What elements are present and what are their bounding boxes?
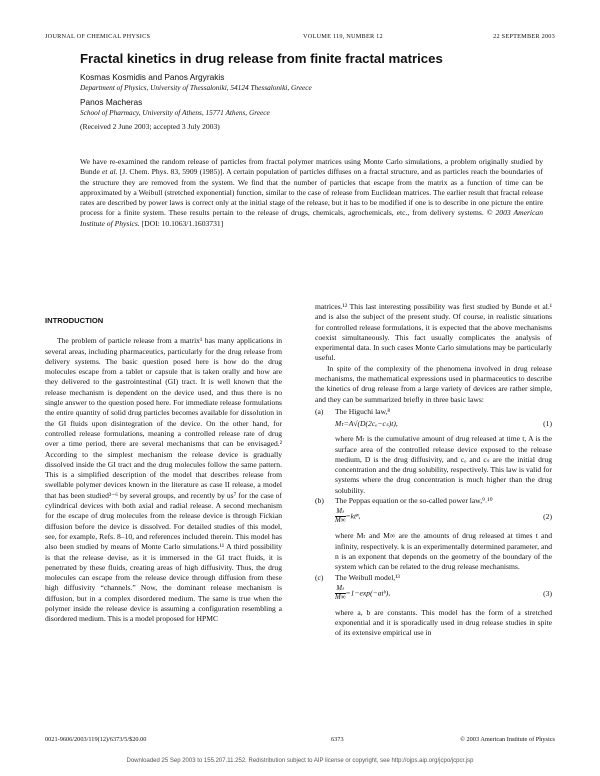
law-c-label: (c)	[315, 572, 324, 582]
download-notice: Downloaded 25 Sep 2003 to 155.207.11.252. Redistribution subject to AIP license or copyright, see http://ojps.aip.org/jcpo/jcpcr.jsp	[126, 758, 474, 764]
paper-title: Fractal kinetics in drug release from finite fractal matrices	[80, 51, 443, 66]
law-a-title: The Higuchi law,⁸	[335, 406, 391, 416]
abstract-text-2: [J. Chem. Phys. 83, 5909 (1985)]. A certain population of particles diffuses on a fractal structure, and as particles reach the boundaries of the structure they are removed from the system. We find that the number of particles that escape from the matrix as a function of time can be approximated by a Weibull (stretched exponential) function, similar to the case of release from Euclidean matrices. The earlier result that fractal release rates are described by power laws is correct only at the initial stage of the release, but it has to be modified if one is to describe in one picture the entire process for a finite system. These results pertain to the release of drugs, chemicals, agrochemicals, etc., from delivery systems. ©	[80, 167, 543, 218]
abstract-text-1: We have re-examined the random release of particles from fractal polymer matrices using Monte Carlo simulations, a problem originally studied by Bunde	[80, 157, 543, 177]
authors-group-1: Kosmas Kosmidis and Panos Argyrakis	[80, 72, 225, 82]
page-number: 6373	[331, 736, 344, 743]
footer-code: 0021-9606/2003/119(12)/6373/5/$20.00	[45, 736, 147, 743]
equation-1-number: (1)	[543, 419, 552, 429]
law-b	[315, 496, 552, 506]
law-b-label: (b)	[315, 496, 324, 506]
authors-group-2: Panos Macheras	[80, 97, 143, 107]
law-b-title: The Peppas equation or the so-called power law,⁹˒¹⁰	[335, 496, 493, 506]
equation-1-body: Mₜ=A√(D(2cₒ−cₛ)t),	[335, 419, 398, 429]
equation-2	[335, 508, 552, 528]
equation-2-number: (2)	[543, 512, 552, 522]
abstract-doi: [DOI: 10.1063/1.1603731]	[139, 218, 224, 228]
law-a-label: (a)	[315, 406, 324, 416]
intro-paragraph: The problem of particle release from a matrix¹ has many applications in several areas, including pharmaceutics, particularly for the drug release from delivery systems. The basic question posed here is how do the drug molecules escape from a tablet or capsule that is taken orally and how are they delivered to the gastrointestinal (GI) tract. It is well known that the release mechanism is dependent on the device used, and thus there is no single answer to the question posed here. For immediate release formulations the entire quantity of solid drug particles becomes available for dissolution in the GI fluids upon disintegration of the device. On the other hand, for controlled release formulations, meaning a controlled release rate of drug over a time period, there are several mechanisms that can be envisaged.² According to the simplest mechanism the release device is gradually dissolved inside the GI tract and the drug molecules follow the same pattern. This is a simplified description of the model that describes release from swellable polymer devices known in the literature as case II release, a model that has been studied³⁻⁶ by several groups, and recently by us⁷ for the case of cylindrical devices with both axial and radial release. A second mechanism for the escape of drug molecules from the release device is through Fickian diffusion before the device is dissolved. For detailed studies of this model, see, for example, Refs. 8–10, and references included therein. This model has also been studied by means of Monte Carlo simulations.¹¹ A third possibility is that the release devise, as it is immersed in the GI tract fluids, it is penetrated by these fluids, creating areas of high diffusivity. Thus, the drug molecules can escape from the release device through diffusion from these high diffusivity “channels.” Now, the dominant release mechanism is diffusion, but in a complex disordered medium. The same is true when the polymer inside the release device is assuming a configuration resembling a disordered medium. This is a model proposed for HPMC	[45, 336, 282, 624]
equation-2-numerator: Mₜ	[336, 508, 345, 516]
left-column	[45, 316, 282, 625]
law-a	[315, 407, 552, 417]
running-header	[45, 33, 555, 43]
issue-date: 22 SEPTEMBER 2003	[493, 33, 555, 40]
affiliation-2: School of Pharmacy, University of Athens, 15771 Athens, Greece	[80, 107, 270, 117]
abstract-copyright: 2003 American Institute of Physics.	[80, 208, 543, 228]
affiliation-1: Department of Physics, University of Thessaloniki, 54124 Thessaloniki, Greece	[80, 82, 312, 92]
equation-3-numerator: Mₜ	[336, 584, 345, 592]
right-paragraph-1: matrices.¹² This last interesting possibility was first studied by Bunde et al.¹ and is also the subject of the present study. Of course, in realistic situations for controlled release formulations, it is expected that the above mechanisms coexist simultaneously. This fact usually complicates the analysis of experimental data. In such cases Monte Carlo simulations may be particularly useful.	[315, 302, 552, 363]
received-dates: (Received 2 June 2003; accepted 3 July 2003)	[80, 122, 220, 131]
law-c	[315, 573, 552, 583]
right-paragraph-2: In spite of the complexity of the phenomena involved in drug release mechanisms, the mathematical expressions used in pharmaceutics to describe the kinetics of drug release from a large variety of devices are rather simple, and they can be summarized briefly in three basic laws:	[315, 363, 552, 404]
equation-3-number: (3)	[543, 588, 552, 598]
abstract	[80, 157, 543, 229]
right-column	[315, 302, 552, 639]
equation-2-denominator: M∞	[335, 517, 346, 525]
journal-name: JOURNAL OF CHEMICAL PHYSICS	[45, 33, 151, 40]
equation-3	[335, 585, 552, 605]
law-a-text: where Mₜ is the cumulative amount of drug released at time t, A is the surface area of the controlled release device exposed to the release medium, D is the drug diffusivity, and cₒ and cₛ are the initial drug concentration and the drug solubility, respectively. This law is valid for systems where the drug concentration is much higher than the drug solubility.	[335, 434, 552, 495]
section-heading-introduction: INTRODUCTION	[45, 316, 104, 325]
equation-3-rhs: =1−exp(−atᵇ),	[345, 588, 391, 598]
volume-number: VOLUME 119, NUMBER 12	[303, 33, 383, 40]
law-c-title: The Weibull model,¹³	[335, 572, 400, 582]
equation-2-fraction	[335, 508, 346, 525]
abstract-etal: et al.	[102, 167, 118, 177]
law-b-text: where Mₜ and M∞ are the amounts of drug released at times t and infinity, respectively. k is an experimentally determined parameter, and n is an exponent that depends on the geometry of the boundary of the system which can be related to the drug release mechanisms.	[335, 531, 552, 572]
equation-1	[335, 419, 552, 431]
law-c-text: where a, b are constants. This model has the form of a stretched exponential and it is sporadically used in drug release studies in spite of its extensive empirical use in	[335, 607, 552, 638]
equation-3-denominator: M∞	[335, 593, 346, 601]
author-block	[80, 73, 550, 132]
equation-2-rhs: =ktⁿ,	[345, 511, 361, 521]
equation-3-fraction	[335, 585, 346, 602]
footer-copyright: © 2003 American Institute of Physics	[460, 736, 555, 743]
